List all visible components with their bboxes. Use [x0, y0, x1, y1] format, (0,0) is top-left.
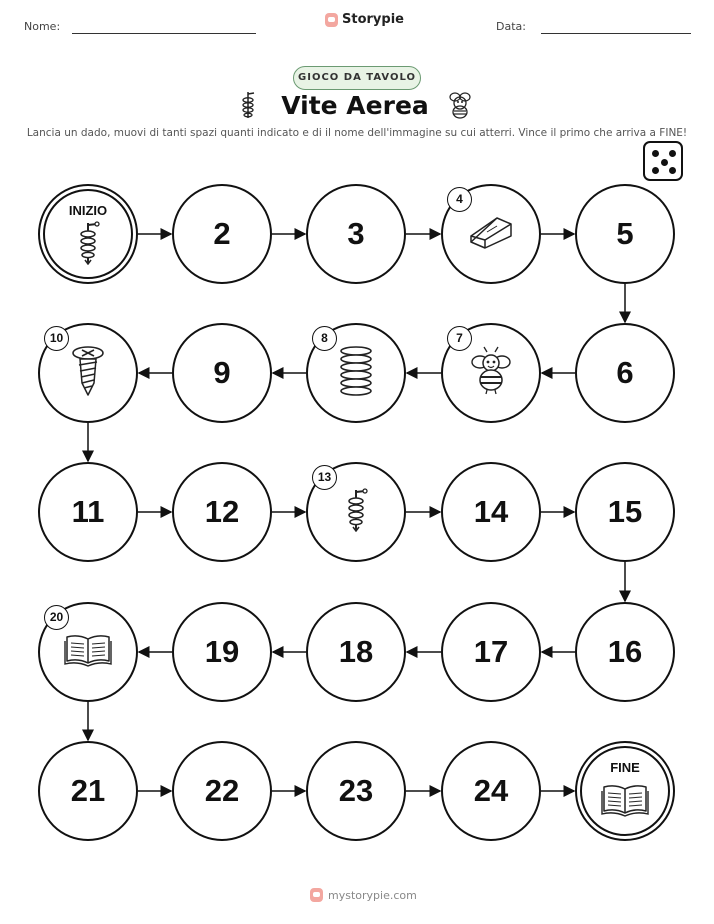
- book-icon: [601, 783, 649, 822]
- board-space: [306, 184, 406, 284]
- space-number: 19: [204, 634, 240, 669]
- footer: [310, 888, 417, 902]
- space-number-badge: 10: [44, 326, 69, 351]
- start-label: INIZIO: [68, 203, 108, 218]
- space-number: 14: [473, 494, 509, 529]
- space-number: 2: [213, 216, 231, 251]
- board-space: [306, 323, 406, 423]
- bee-icon: [467, 346, 515, 401]
- screw-vine-icon: [343, 488, 369, 537]
- space-number: 17: [473, 634, 509, 669]
- board-space: [172, 741, 272, 841]
- space-number-badge: 13: [312, 465, 337, 490]
- game-type-badge: GIOCO DA TAVOLO: [293, 66, 421, 90]
- space-number: 15: [607, 494, 643, 529]
- board-space: [441, 462, 541, 562]
- space-number: 21: [70, 773, 106, 808]
- finish-label: FINE: [610, 760, 640, 775]
- board-space: [306, 602, 406, 702]
- book-icon: [64, 633, 112, 672]
- board-space: [172, 184, 272, 284]
- board-space: [575, 184, 675, 284]
- space-number: 11: [71, 494, 105, 529]
- board-space: [172, 323, 272, 423]
- name-label: Nome:: [24, 20, 61, 33]
- space-number-badge: 8: [312, 326, 337, 351]
- space-number-badge: 20: [44, 605, 69, 630]
- start-space: [38, 184, 138, 284]
- spring-icon: [336, 345, 376, 402]
- board-space: [38, 323, 138, 423]
- space-number-badge: 7: [447, 326, 472, 351]
- space-number: 18: [338, 634, 374, 669]
- mascot-icon: [310, 888, 323, 902]
- finish-space: [575, 741, 675, 841]
- eraser-icon: [467, 214, 515, 255]
- date-label: Data:: [496, 20, 526, 33]
- board-space: [575, 602, 675, 702]
- space-number-badge: 4: [447, 187, 472, 212]
- screw-vine-icon: [75, 221, 101, 270]
- board-space: [441, 323, 541, 423]
- space-number: 23: [338, 773, 374, 808]
- brand-name: Storypie: [342, 12, 404, 27]
- board-space: [172, 462, 272, 562]
- space-number: 9: [213, 355, 231, 390]
- board-space: [441, 184, 541, 284]
- board-space: [38, 462, 138, 562]
- board-space: [306, 462, 406, 562]
- space-number: 12: [204, 494, 240, 529]
- footer-url[interactable]: mystorypie.com: [328, 888, 417, 902]
- board-space: [575, 323, 675, 423]
- board-space: [172, 602, 272, 702]
- board-space: [575, 462, 675, 562]
- board-space: [38, 602, 138, 702]
- board-space: [441, 741, 541, 841]
- board-space: [38, 741, 138, 841]
- space-number: 5: [616, 216, 634, 251]
- board-space: [306, 741, 406, 841]
- space-number: 3: [347, 216, 365, 251]
- space-number: 24: [473, 773, 509, 808]
- space-number: 16: [607, 634, 643, 669]
- screw-icon: [70, 345, 106, 402]
- instructions: Lancia un dado, muovi di tanti spazi quanti indicato e di il nome dell'immagine su cui atterri. Vince il primo che arriva a FINE!: [26, 127, 688, 139]
- space-number: 6: [616, 355, 634, 390]
- space-number: 22: [204, 773, 240, 808]
- board-space: [441, 602, 541, 702]
- title-text: Vite Aerea: [281, 91, 429, 120]
